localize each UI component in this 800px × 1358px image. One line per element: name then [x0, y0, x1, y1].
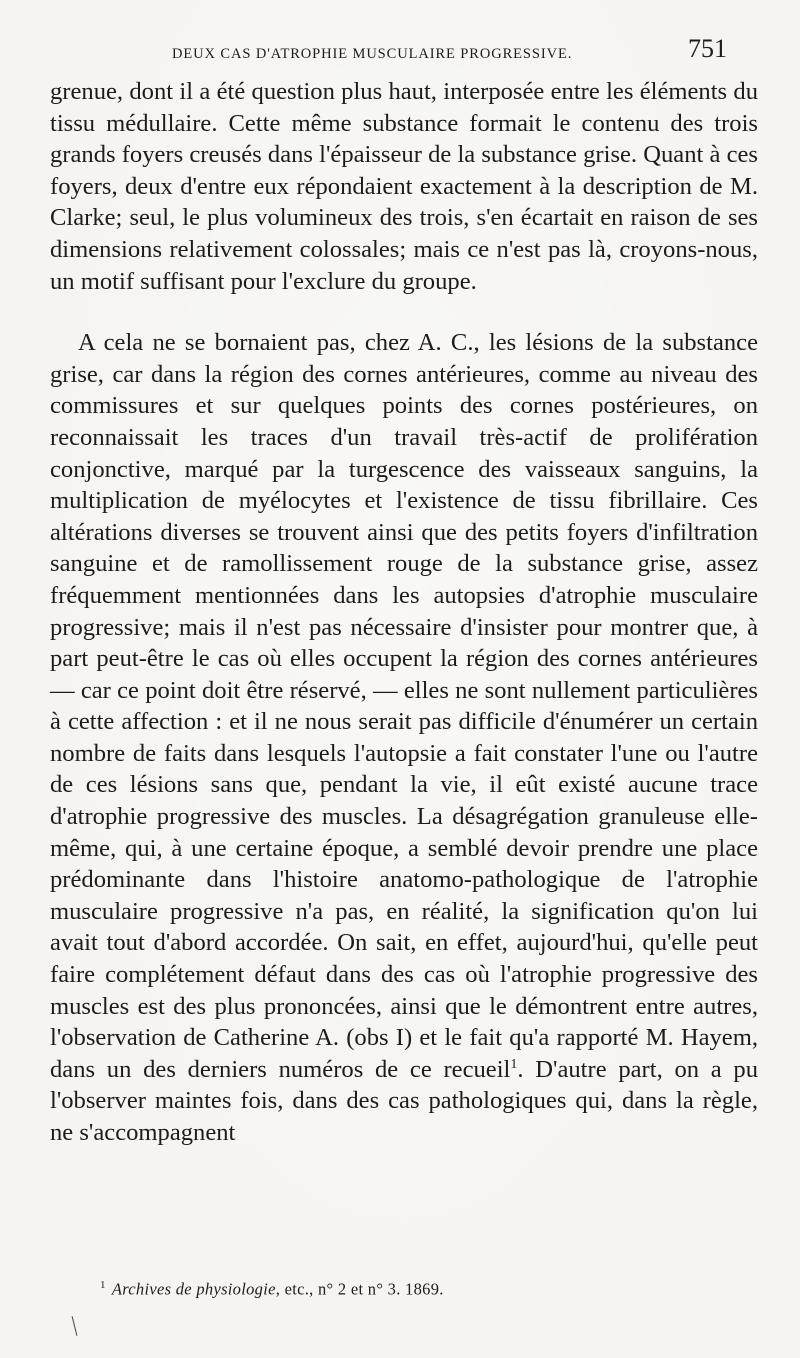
page-number: 751 — [688, 34, 727, 63]
main-text — [50, 76, 758, 1149]
page-header — [0, 28, 800, 78]
paragraph — [50, 327, 758, 1148]
margin-mark — [72, 1316, 78, 1336]
paragraph-text-tail: . D'autre part, on a pu l'observer maintes fois, dans des cas pathologiques qui, dans la règle, ne s'accompagnent — [50, 1055, 758, 1146]
running-head: DEUX CAS D'ATROPHIE MUSCULAIRE PROGRESSIVE. — [172, 46, 573, 62]
footnote-mark: 1 — [100, 1279, 106, 1291]
footnote-reference[interactable]: 1 — [510, 1056, 518, 1072]
footnote-source-title: Archives de physiologie — [111, 1279, 276, 1299]
paragraph-continued: grenue, dont il a été question plus haut, interposée entre les éléments du tissu médullaire. Cette même substance formait le contenu des trois grands foyers creusés dans l'épaisseur de la substance grise. Quant à ces foyers, deux d'entre eux répondaient exactement à la description de M. Clarke; seul, le plus volumineux des trois, s'en écartait en raison de ses dimensions relativement colossales; mais ce n'est pas là, croyons-nous, un motif suffisant pour l'exclure du groupe. — [50, 78, 758, 295]
footnote — [100, 1279, 444, 1300]
footnote-details: , etc., n° 2 et n° 3. 1869. — [275, 1279, 444, 1299]
paragraph-text: A cela ne se bornaient pas, chez A. C., les lésions de la substance grise, car dans la région des cornes antérieures, comme au niveau des commissures et sur quelques points des cornes postérieures, on reconnaissait les traces d'un travail très-actif de prolifération conjonctive, marqué par la turgescence des vaisseaux sanguins, la multiplication de myélocytes et l'existence de tissu fibrillaire. Ces altérations diverses se trouvent ainsi que des petits foyers d'infiltration sanguine et de ramollissement rouge de la substance grise, assez fréquemment mentionnées dans les autopsies d'atrophie musculaire progressive; mais il n'est pas nécessaire d'insister pour montrer que, à part peut-être le cas où elles occupent la région des cornes antérieures — car ce point doit être réservé, — elles ne sont nullement particulières à cette affection : et il ne nous serait pas difficile d'énumérer un certain nombre de faits dans lesquels l'autopsie a fait constater l'une ou l'autre de ces lésions sans que, pendant la vie, il eût existé aucune trace d'atrophie progressive des muscles. La désagrégation granuleuse elle-même, qui, à une certaine époque, a semblé devoir prendre une place prédominante dans l'histoire anatomo-pathologique de l'atrophie musculaire progressive n'a pas, en réalité, la signification qu'on lui avait tout d'abord accordée. On sait, en effet, aujourd'hui, qu'elle peut faire complétement défaut dans des cas où l'atrophie progressive des muscles est des plus prononcées, ainsi que le démontrent entre autres, l'observation de Catherine A. (obs I) et le fait qu'a rapporté M. Hayem, dans un des derniers numéros de ce recueil — [50, 329, 758, 1083]
